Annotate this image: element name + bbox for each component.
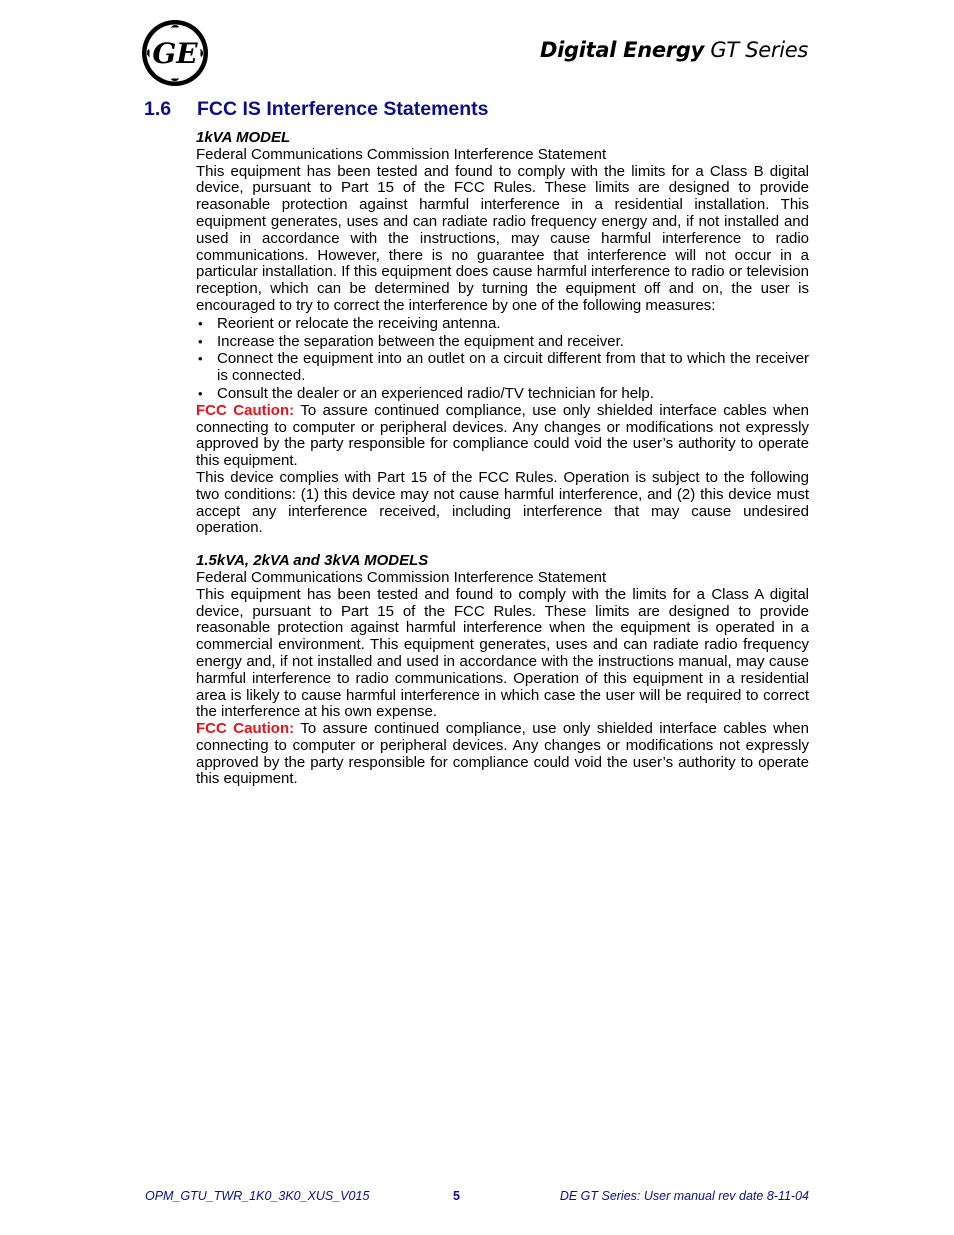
brand-bold: Digital Energy: [539, 38, 704, 62]
list-item: • Increase the separation between the equipment and receiver.: [196, 334, 809, 351]
caution-label: FCC Caution:: [196, 401, 295, 419]
model1-body: This equipment has been tested and found to comply with the limits for a Class B digital device, pursuant to Part 15 of the FCC Rules. These limits are designed to provide reasonable protection against harmful interference in a residential installation. This equipment generates, uses and can radiate radio frequency energy and, if not installed and used in accordance with the instructions, may cause harmful interference to radio communications. However, there is no guarantee that interference will not occur in a particular installation. If this equipment does cause harmful interference to radio or television reception, which can be determined by turning the equipment off and on, the user is encouraged to try to correct the interference by one of the following measures:: [196, 162, 809, 314]
svg-text:GE: GE: [152, 37, 198, 70]
model1-statement-title: Federal Communications Commission Interference Statement: [196, 145, 607, 163]
spacer: [196, 537, 809, 553]
model2-statement-title: Federal Communications Commission Interference Statement: [196, 568, 607, 586]
caution-label: FCC Caution:: [196, 720, 295, 738]
model1-caution: [196, 403, 809, 470]
footer-doc-id: OPM_GTU_TWR_1K0_3K0_XUS_V015: [145, 1189, 370, 1203]
list-item: • Reorient or relocate the receiving antenna.: [196, 316, 809, 333]
model1-compliance: This device complies with Part 15 of the FCC Rules. Operation is subject to the following two conditions: (1) this device may not cause harmful interference, and (2) this device must accept any interference received, including interference that may cause undesired operation.: [196, 468, 809, 537]
model1-heading: 1kVA MODEL: [196, 129, 291, 146]
model2-heading: 1.5kVA, 2kVA and 3kVA MODELS: [196, 552, 429, 570]
model2-body: This equipment has been tested and found to comply with the limits for a Class A digital device, pursuant to Part 15 of the FCC Rules. These limits are designed to provide reasonable protection against harmful interference when the equipment is operated in a commercial environment. This equipment generates, uses and can radiate radio frequency energy and, if not installed and used in accordance with the instructions manual, may cause harmful interference to radio communications. Operation of this equipment in a residential area is likely to cause harmful interference in which case the user will be required to correct the interference at his own expense.: [196, 585, 809, 721]
ge-logo-icon: [141, 19, 209, 87]
section-title: FCC IS Interference Statements: [197, 98, 489, 120]
footer-page-number: 5: [453, 1189, 460, 1203]
section-number: 1.6: [144, 98, 172, 120]
model2-caution: [196, 721, 809, 788]
document-body: [196, 130, 809, 788]
section-heading: [144, 98, 489, 121]
brand-series: GT Series: [703, 38, 808, 62]
brand-title: [540, 38, 808, 62]
list-item: • Consult the dealer or an experienced radio/TV technician for help.: [196, 386, 809, 403]
footer-revision: DE GT Series: User manual rev date 8-11-04: [559, 1189, 809, 1203]
caution-text: To assure continued compliance, use only shielded interface cables when connecting to computer or peripheral devices. Any changes or modifications not expressly approved by the party responsible for compliance could void the user’s authority to operate this equipment.: [196, 401, 809, 470]
caution-text: To assure continued compliance, use only shielded interface cables when connecting to computer or peripheral devices. Any changes or modifications not expressly approved by the party responsible for compliance could void the user’s authority to operate this equipment.: [196, 720, 809, 788]
list-item: • Connect the equipment into an outlet on a circuit different from that to which the receiver is connected.: [196, 351, 809, 385]
measures-list: [196, 316, 809, 403]
